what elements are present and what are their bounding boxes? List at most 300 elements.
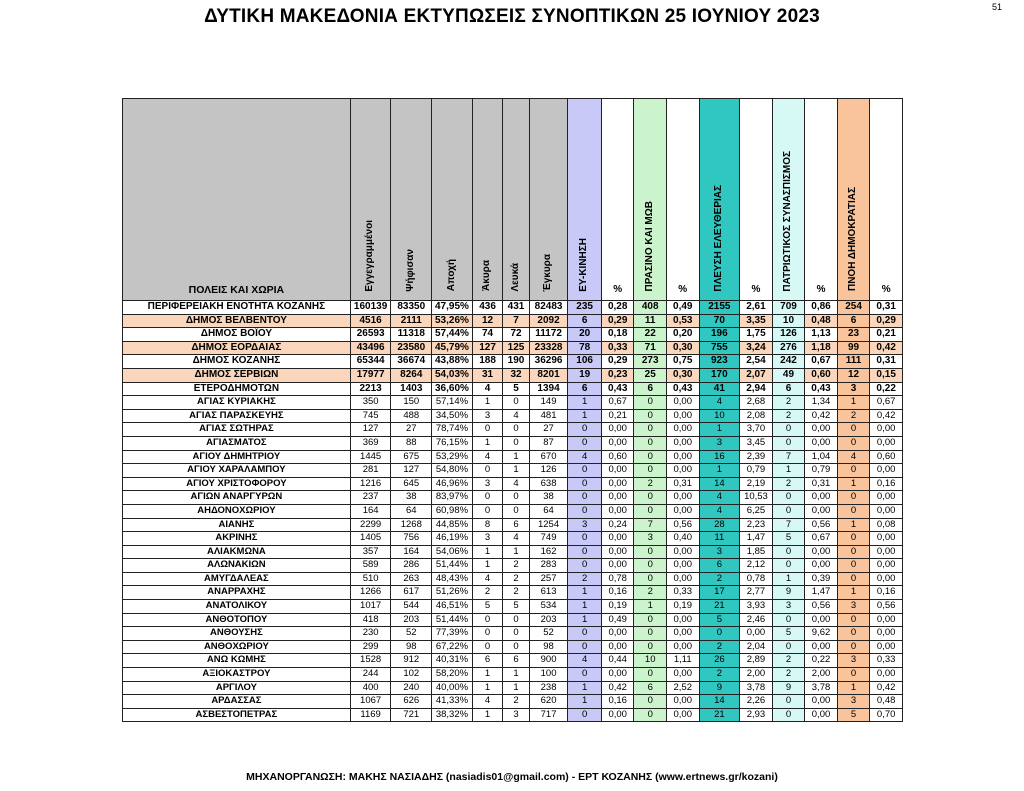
cell-valid: 203 xyxy=(529,613,568,627)
cell-voted: 544 xyxy=(391,600,432,614)
cell-plefsi-eleftherias-pct: 1,47 xyxy=(740,532,773,546)
cell-pnoi-dimokratias-pct: 0,48 xyxy=(870,695,903,709)
cell-invalid: 6 xyxy=(472,654,503,668)
cell-patriotikos-pct: 0,60 xyxy=(805,368,838,382)
cell-prasino-mov-pct: 0,33 xyxy=(666,586,699,600)
table-row xyxy=(123,396,903,410)
cell-invalid: 4 xyxy=(472,695,503,709)
cell-patriotikos-votes: 6 xyxy=(772,382,805,396)
cell-pnoi-dimokratias-pct: 0,33 xyxy=(870,654,903,668)
page-title: ΔΥΤΙΚΗ ΜΑΚΕΔΟΝΙΑ ΕΚΤΥΠΩΣΕΙΣ ΣΥΝΟΠΤΙΚΩΝ 25 ΙΟΥΝΙΟΥ 2023 xyxy=(204,6,820,27)
cell-plefsi-eleftherias-votes: 2 xyxy=(699,572,740,586)
cell-plefsi-eleftherias-votes: 0 xyxy=(699,627,740,641)
cell-patriotikos-votes: 1 xyxy=(772,572,805,586)
cell-pnoi-dimokratias-votes: 99 xyxy=(837,341,870,355)
cell-valid: 36296 xyxy=(529,355,568,369)
cell-prasino-mov-pct: 0,19 xyxy=(666,600,699,614)
cell-plefsi-eleftherias-pct: 0,00 xyxy=(740,627,773,641)
cell-pnoi-dimokratias-pct: 0,08 xyxy=(870,518,903,532)
cell-valid: 1394 xyxy=(529,382,568,396)
cell-plefsi-eleftherias-votes: 3 xyxy=(699,545,740,559)
cell-prasino-mov-votes: 0 xyxy=(634,708,667,722)
cell-patriotikos-pct: 0,39 xyxy=(805,572,838,586)
cell-patriotikos-votes: 242 xyxy=(772,355,805,369)
cell-prasino-mov-pct: 0,30 xyxy=(666,341,699,355)
table-row xyxy=(123,368,903,382)
cell-abstention: 40,00% xyxy=(432,681,473,695)
cell-abstention: 43,88% xyxy=(432,355,473,369)
cell-prasino-mov-pct: 0,75 xyxy=(666,355,699,369)
cell-valid: 1254 xyxy=(529,518,568,532)
cell-voted: 286 xyxy=(391,559,432,573)
cell-pnoi-dimokratias-pct: 0,60 xyxy=(870,450,903,464)
table-row xyxy=(123,559,903,573)
cell-registered: 350 xyxy=(350,396,391,410)
cell-patriotikos-pct: 0,00 xyxy=(805,695,838,709)
cell-prasino-mov-votes: 0 xyxy=(634,668,667,682)
cell-prasino-mov-votes: 6 xyxy=(634,382,667,396)
cell-patriotikos-pct: 0,31 xyxy=(805,477,838,491)
cell-pnoi-dimokratias-votes: 111 xyxy=(837,355,870,369)
cell-pnoi-dimokratias-pct: 0,70 xyxy=(870,708,903,722)
cell-ey-kinisi-votes: 1 xyxy=(568,681,602,695)
cell-pnoi-dimokratias-pct: 0,00 xyxy=(870,640,903,654)
cell-blank: 3 xyxy=(503,708,529,722)
cell-voted: 721 xyxy=(391,708,432,722)
cell-ey-kinisi-votes: 0 xyxy=(568,464,602,478)
row-name: ΑΓΙΑΣ ΠΑΡΑΣΚΕΥΗΣ xyxy=(123,409,351,423)
cell-patriotikos-pct: 0,86 xyxy=(805,301,838,315)
page-number: 51 xyxy=(991,2,1002,12)
cell-registered: 1169 xyxy=(350,708,391,722)
cell-patriotikos-pct: 3,78 xyxy=(805,681,838,695)
cell-plefsi-eleftherias-pct: 2,07 xyxy=(740,368,773,382)
cell-abstention: 38,32% xyxy=(432,708,473,722)
cell-abstention: 36,60% xyxy=(432,382,473,396)
cell-invalid: 0 xyxy=(472,491,503,505)
cell-registered: 1067 xyxy=(350,695,391,709)
cell-plefsi-eleftherias-votes: 28 xyxy=(699,518,740,532)
cell-invalid: 4 xyxy=(472,450,503,464)
cell-prasino-mov-votes: 2 xyxy=(634,586,667,600)
cell-pnoi-dimokratias-pct: 0,31 xyxy=(870,301,903,315)
cell-blank: 6 xyxy=(503,654,529,668)
cell-pnoi-dimokratias-votes: 0 xyxy=(837,436,870,450)
cell-registered: 589 xyxy=(350,559,391,573)
cell-invalid: 3 xyxy=(472,477,503,491)
cell-prasino-mov-votes: 273 xyxy=(634,355,667,369)
cell-abstention: 44,85% xyxy=(432,518,473,532)
cell-invalid: 0 xyxy=(472,504,503,518)
cell-registered: 4516 xyxy=(350,314,391,328)
row-name: ΑΝΩ ΚΩΜΗΣ xyxy=(123,654,351,668)
cell-pnoi-dimokratias-pct: 0,31 xyxy=(870,355,903,369)
cell-patriotikos-pct: 0,42 xyxy=(805,409,838,423)
cell-valid: 900 xyxy=(529,654,568,668)
cell-patriotikos-votes: 0 xyxy=(772,491,805,505)
cell-pnoi-dimokratias-votes: 1 xyxy=(837,681,870,695)
results-table-body xyxy=(123,301,903,722)
cell-ey-kinisi-votes: 1 xyxy=(568,409,602,423)
cell-pnoi-dimokratias-pct: 0,00 xyxy=(870,559,903,573)
cell-ey-kinisi-votes: 0 xyxy=(568,436,602,450)
cell-prasino-mov-votes: 0 xyxy=(634,409,667,423)
cell-prasino-mov-pct: 0,56 xyxy=(666,518,699,532)
cell-pnoi-dimokratias-votes: 254 xyxy=(837,301,870,315)
cell-voted: 83350 xyxy=(391,301,432,315)
cell-patriotikos-pct: 0,67 xyxy=(805,355,838,369)
cell-prasino-mov-votes: 0 xyxy=(634,423,667,437)
row-name: ΕΤΕΡΟΔΗΜΟΤΩΝ xyxy=(123,382,351,396)
cell-pnoi-dimokratias-pct: 0,00 xyxy=(870,491,903,505)
cell-valid: 126 xyxy=(529,464,568,478)
cell-patriotikos-pct: 1,47 xyxy=(805,586,838,600)
row-name: ΑΓΙΑΣ ΚΥΡΙΑΚΗΣ xyxy=(123,396,351,410)
header-pct-1: % xyxy=(601,99,634,301)
cell-patriotikos-pct: 0,48 xyxy=(805,314,838,328)
cell-plefsi-eleftherias-votes: 11 xyxy=(699,532,740,546)
cell-blank: 0 xyxy=(503,423,529,437)
cell-registered: 418 xyxy=(350,613,391,627)
cell-blank: 125 xyxy=(503,341,529,355)
cell-patriotikos-pct: 0,00 xyxy=(805,640,838,654)
cell-blank: 0 xyxy=(503,436,529,450)
cell-plefsi-eleftherias-pct: 3,93 xyxy=(740,600,773,614)
cell-invalid: 5 xyxy=(472,600,503,614)
cell-ey-kinisi-pct: 0,24 xyxy=(601,518,634,532)
table-row xyxy=(123,532,903,546)
cell-plefsi-eleftherias-pct: 10,53 xyxy=(740,491,773,505)
cell-patriotikos-votes: 0 xyxy=(772,423,805,437)
cell-pnoi-dimokratias-votes: 3 xyxy=(837,382,870,396)
cell-abstention: 34,50% xyxy=(432,409,473,423)
cell-patriotikos-votes: 0 xyxy=(772,613,805,627)
cell-voted: 912 xyxy=(391,654,432,668)
cell-plefsi-eleftherias-pct: 3,35 xyxy=(740,314,773,328)
cell-plefsi-eleftherias-pct: 2,12 xyxy=(740,559,773,573)
row-name: ΑΓΙΩΝ ΑΝΑΡΓΥΡΩΝ xyxy=(123,491,351,505)
cell-ey-kinisi-votes: 0 xyxy=(568,640,602,654)
cell-patriotikos-votes: 9 xyxy=(772,586,805,600)
cell-patriotikos-pct: 0,67 xyxy=(805,532,838,546)
cell-valid: 8201 xyxy=(529,368,568,382)
cell-patriotikos-votes: 2 xyxy=(772,654,805,668)
cell-patriotikos-votes: 276 xyxy=(772,341,805,355)
cell-pnoi-dimokratias-votes: 0 xyxy=(837,532,870,546)
cell-abstention: 58,20% xyxy=(432,668,473,682)
cell-plefsi-eleftherias-pct: 2,94 xyxy=(740,382,773,396)
cell-registered: 1445 xyxy=(350,450,391,464)
cell-invalid: 1 xyxy=(472,545,503,559)
cell-prasino-mov-pct: 0,00 xyxy=(666,491,699,505)
cell-pnoi-dimokratias-votes: 3 xyxy=(837,600,870,614)
cell-patriotikos-pct: 1,18 xyxy=(805,341,838,355)
cell-patriotikos-votes: 0 xyxy=(772,640,805,654)
cell-pnoi-dimokratias-votes: 12 xyxy=(837,368,870,382)
cell-abstention: 40,31% xyxy=(432,654,473,668)
cell-prasino-mov-pct: 0,00 xyxy=(666,627,699,641)
cell-plefsi-eleftherias-votes: 17 xyxy=(699,586,740,600)
cell-blank: 0 xyxy=(503,396,529,410)
cell-blank: 5 xyxy=(503,382,529,396)
row-name: ΠΕΡΙΦΕΡΕΙΑΚΗ ΕΝΟΤΗΤΑ ΚΟΖΑΝΗΣ xyxy=(123,301,351,315)
header-name: ΠΟΛΕΙΣ ΚΑΙ ΧΩΡΙΑ xyxy=(123,99,351,301)
cell-plefsi-eleftherias-votes: 755 xyxy=(699,341,740,355)
table-row xyxy=(123,464,903,478)
cell-prasino-mov-pct: 0,40 xyxy=(666,532,699,546)
cell-plefsi-eleftherias-votes: 21 xyxy=(699,708,740,722)
cell-ey-kinisi-votes: 1 xyxy=(568,396,602,410)
cell-prasino-mov-pct: 0,00 xyxy=(666,640,699,654)
cell-ey-kinisi-pct: 0,00 xyxy=(601,668,634,682)
table-row xyxy=(123,627,903,641)
cell-blank: 32 xyxy=(503,368,529,382)
cell-plefsi-eleftherias-votes: 14 xyxy=(699,695,740,709)
cell-registered: 369 xyxy=(350,436,391,450)
cell-plefsi-eleftherias-votes: 923 xyxy=(699,355,740,369)
cell-ey-kinisi-votes: 0 xyxy=(568,545,602,559)
cell-pnoi-dimokratias-votes: 5 xyxy=(837,708,870,722)
cell-valid: 238 xyxy=(529,681,568,695)
row-name: ΔΗΜΟΣ ΒΟΪΟΥ xyxy=(123,328,351,342)
cell-ey-kinisi-votes: 0 xyxy=(568,423,602,437)
cell-ey-kinisi-pct: 0,60 xyxy=(601,450,634,464)
cell-blank: 6 xyxy=(503,518,529,532)
cell-blank: 72 xyxy=(503,328,529,342)
cell-invalid: 2 xyxy=(472,586,503,600)
cell-ey-kinisi-votes: 0 xyxy=(568,559,602,573)
cell-valid: 64 xyxy=(529,504,568,518)
cell-ey-kinisi-votes: 2 xyxy=(568,572,602,586)
row-name: ΑΙΑΝΗΣ xyxy=(123,518,351,532)
cell-valid: 638 xyxy=(529,477,568,491)
cell-plefsi-eleftherias-pct: 2,46 xyxy=(740,613,773,627)
cell-voted: 150 xyxy=(391,396,432,410)
cell-ey-kinisi-votes: 78 xyxy=(568,341,602,355)
cell-plefsi-eleftherias-votes: 70 xyxy=(699,314,740,328)
cell-invalid: 74 xyxy=(472,328,503,342)
cell-pnoi-dimokratias-pct: 0,00 xyxy=(870,532,903,546)
cell-valid: 149 xyxy=(529,396,568,410)
cell-voted: 64 xyxy=(391,504,432,518)
cell-prasino-mov-pct: 0,00 xyxy=(666,545,699,559)
cell-voted: 23580 xyxy=(391,341,432,355)
cell-plefsi-eleftherias-votes: 4 xyxy=(699,504,740,518)
cell-registered: 1405 xyxy=(350,532,391,546)
cell-ey-kinisi-pct: 0,00 xyxy=(601,423,634,437)
cell-abstention: 51,26% xyxy=(432,586,473,600)
cell-abstention: 57,44% xyxy=(432,328,473,342)
cell-abstention: 57,14% xyxy=(432,396,473,410)
cell-pnoi-dimokratias-votes: 1 xyxy=(837,477,870,491)
cell-ey-kinisi-votes: 4 xyxy=(568,450,602,464)
cell-voted: 36674 xyxy=(391,355,432,369)
cell-voted: 488 xyxy=(391,409,432,423)
cell-patriotikos-votes: 0 xyxy=(772,559,805,573)
cell-prasino-mov-pct: 0,00 xyxy=(666,450,699,464)
cell-prasino-mov-pct: 0,00 xyxy=(666,695,699,709)
cell-plefsi-eleftherias-pct: 2,04 xyxy=(740,640,773,654)
cell-plefsi-eleftherias-votes: 2 xyxy=(699,640,740,654)
cell-voted: 263 xyxy=(391,572,432,586)
cell-patriotikos-votes: 0 xyxy=(772,708,805,722)
cell-prasino-mov-votes: 71 xyxy=(634,341,667,355)
cell-patriotikos-pct: 0,00 xyxy=(805,504,838,518)
cell-pnoi-dimokratias-votes: 23 xyxy=(837,328,870,342)
table-row xyxy=(123,301,903,315)
cell-abstention: 60,98% xyxy=(432,504,473,518)
cell-patriotikos-votes: 49 xyxy=(772,368,805,382)
header-party-plefsi-eleftherias: ΠΛΕΥΣΗ ΕΛΕΥΘΕΡΙΑΣ xyxy=(699,99,740,301)
cell-registered: 17977 xyxy=(350,368,391,382)
cell-voted: 11318 xyxy=(391,328,432,342)
cell-invalid: 0 xyxy=(472,627,503,641)
cell-ey-kinisi-votes: 4 xyxy=(568,654,602,668)
cell-voted: 617 xyxy=(391,586,432,600)
cell-prasino-mov-votes: 0 xyxy=(634,504,667,518)
cell-ey-kinisi-votes: 6 xyxy=(568,314,602,328)
cell-plefsi-eleftherias-pct: 2,54 xyxy=(740,355,773,369)
cell-prasino-mov-pct: 0,00 xyxy=(666,504,699,518)
cell-valid: 534 xyxy=(529,600,568,614)
cell-valid: 27 xyxy=(529,423,568,437)
cell-plefsi-eleftherias-votes: 4 xyxy=(699,396,740,410)
cell-plefsi-eleftherias-pct: 3,78 xyxy=(740,681,773,695)
cell-blank: 4 xyxy=(503,409,529,423)
cell-prasino-mov-votes: 0 xyxy=(634,572,667,586)
cell-ey-kinisi-votes: 0 xyxy=(568,491,602,505)
cell-registered: 2213 xyxy=(350,382,391,396)
cell-invalid: 436 xyxy=(472,301,503,315)
cell-invalid: 3 xyxy=(472,409,503,423)
cell-registered: 164 xyxy=(350,504,391,518)
cell-pnoi-dimokratias-pct: 0,15 xyxy=(870,368,903,382)
cell-prasino-mov-pct: 2,52 xyxy=(666,681,699,695)
cell-valid: 620 xyxy=(529,695,568,709)
cell-pnoi-dimokratias-pct: 0,16 xyxy=(870,477,903,491)
cell-invalid: 1 xyxy=(472,668,503,682)
cell-plefsi-eleftherias-pct: 0,78 xyxy=(740,572,773,586)
cell-registered: 1017 xyxy=(350,600,391,614)
cell-pnoi-dimokratias-votes: 0 xyxy=(837,504,870,518)
row-name: ΑΓΙΟΥ ΔΗΜΗΤΡΙΟΥ xyxy=(123,450,351,464)
cell-ey-kinisi-pct: 0,21 xyxy=(601,409,634,423)
cell-prasino-mov-pct: 0,43 xyxy=(666,382,699,396)
cell-plefsi-eleftherias-votes: 4 xyxy=(699,491,740,505)
cell-patriotikos-votes: 7 xyxy=(772,518,805,532)
cell-ey-kinisi-votes: 0 xyxy=(568,477,602,491)
cell-plefsi-eleftherias-pct: 0,79 xyxy=(740,464,773,478)
cell-ey-kinisi-votes: 1 xyxy=(568,586,602,600)
cell-patriotikos-pct: 0,56 xyxy=(805,600,838,614)
cell-blank: 2 xyxy=(503,695,529,709)
cell-voted: 2111 xyxy=(391,314,432,328)
cell-abstention: 46,96% xyxy=(432,477,473,491)
row-name: ΑΝΘΟΤΟΠΟΥ xyxy=(123,613,351,627)
cell-blank: 2 xyxy=(503,572,529,586)
cell-valid: 670 xyxy=(529,450,568,464)
cell-registered: 745 xyxy=(350,409,391,423)
cell-registered: 230 xyxy=(350,627,391,641)
cell-ey-kinisi-pct: 0,00 xyxy=(601,532,634,546)
cell-ey-kinisi-pct: 0,33 xyxy=(601,341,634,355)
cell-ey-kinisi-votes: 20 xyxy=(568,328,602,342)
cell-abstention: 46,19% xyxy=(432,532,473,546)
cell-pnoi-dimokratias-pct: 0,22 xyxy=(870,382,903,396)
cell-patriotikos-votes: 0 xyxy=(772,695,805,709)
cell-ey-kinisi-pct: 0,78 xyxy=(601,572,634,586)
cell-blank: 1 xyxy=(503,545,529,559)
cell-blank: 4 xyxy=(503,477,529,491)
cell-prasino-mov-pct: 0,00 xyxy=(666,423,699,437)
cell-registered: 65344 xyxy=(350,355,391,369)
header-invalid: Άκυρα xyxy=(472,99,503,301)
row-name: ΔΗΜΟΣ ΚΟΖΑΝΗΣ xyxy=(123,355,351,369)
cell-prasino-mov-votes: 22 xyxy=(634,328,667,342)
table-row xyxy=(123,640,903,654)
cell-ey-kinisi-votes: 0 xyxy=(568,532,602,546)
cell-patriotikos-pct: 0,00 xyxy=(805,708,838,722)
table-row xyxy=(123,504,903,518)
row-name: ΑΝΑΤΟΛΙΚΟΥ xyxy=(123,600,351,614)
cell-voted: 240 xyxy=(391,681,432,695)
cell-invalid: 1 xyxy=(472,396,503,410)
cell-patriotikos-pct: 0,00 xyxy=(805,436,838,450)
cell-valid: 82483 xyxy=(529,301,568,315)
cell-prasino-mov-votes: 0 xyxy=(634,559,667,573)
cell-blank: 0 xyxy=(503,613,529,627)
cell-patriotikos-votes: 10 xyxy=(772,314,805,328)
cell-plefsi-eleftherias-votes: 14 xyxy=(699,477,740,491)
cell-blank: 431 xyxy=(503,301,529,315)
cell-patriotikos-votes: 1 xyxy=(772,464,805,478)
cell-plefsi-eleftherias-pct: 2,23 xyxy=(740,518,773,532)
cell-ey-kinisi-votes: 19 xyxy=(568,368,602,382)
cell-abstention: 54,80% xyxy=(432,464,473,478)
cell-pnoi-dimokratias-votes: 3 xyxy=(837,695,870,709)
cell-prasino-mov-votes: 7 xyxy=(634,518,667,532)
cell-ey-kinisi-pct: 0,42 xyxy=(601,681,634,695)
row-name: ΔΗΜΟΣ ΣΕΡΒΙΩΝ xyxy=(123,368,351,382)
cell-ey-kinisi-pct: 0,00 xyxy=(601,627,634,641)
cell-ey-kinisi-votes: 0 xyxy=(568,668,602,682)
cell-registered: 1528 xyxy=(350,654,391,668)
cell-ey-kinisi-votes: 1 xyxy=(568,600,602,614)
cell-prasino-mov-pct: 0,31 xyxy=(666,477,699,491)
table-row xyxy=(123,314,903,328)
cell-registered: 237 xyxy=(350,491,391,505)
cell-pnoi-dimokratias-pct: 0,67 xyxy=(870,396,903,410)
cell-pnoi-dimokratias-pct: 0,16 xyxy=(870,586,903,600)
cell-valid: 162 xyxy=(529,545,568,559)
cell-blank: 4 xyxy=(503,532,529,546)
cell-ey-kinisi-pct: 0,00 xyxy=(601,504,634,518)
cell-invalid: 12 xyxy=(472,314,503,328)
cell-patriotikos-votes: 126 xyxy=(772,328,805,342)
cell-patriotikos-votes: 709 xyxy=(772,301,805,315)
cell-pnoi-dimokratias-votes: 0 xyxy=(837,545,870,559)
cell-abstention: 53,29% xyxy=(432,450,473,464)
cell-ey-kinisi-pct: 0,29 xyxy=(601,314,634,328)
cell-patriotikos-pct: 0,22 xyxy=(805,654,838,668)
cell-registered: 26593 xyxy=(350,328,391,342)
cell-voted: 98 xyxy=(391,640,432,654)
cell-registered: 400 xyxy=(350,681,391,695)
cell-abstention: 47,95% xyxy=(432,301,473,315)
cell-ey-kinisi-pct: 0,00 xyxy=(601,491,634,505)
cell-valid: 52 xyxy=(529,627,568,641)
header-abstention: Αποχή xyxy=(432,99,473,301)
